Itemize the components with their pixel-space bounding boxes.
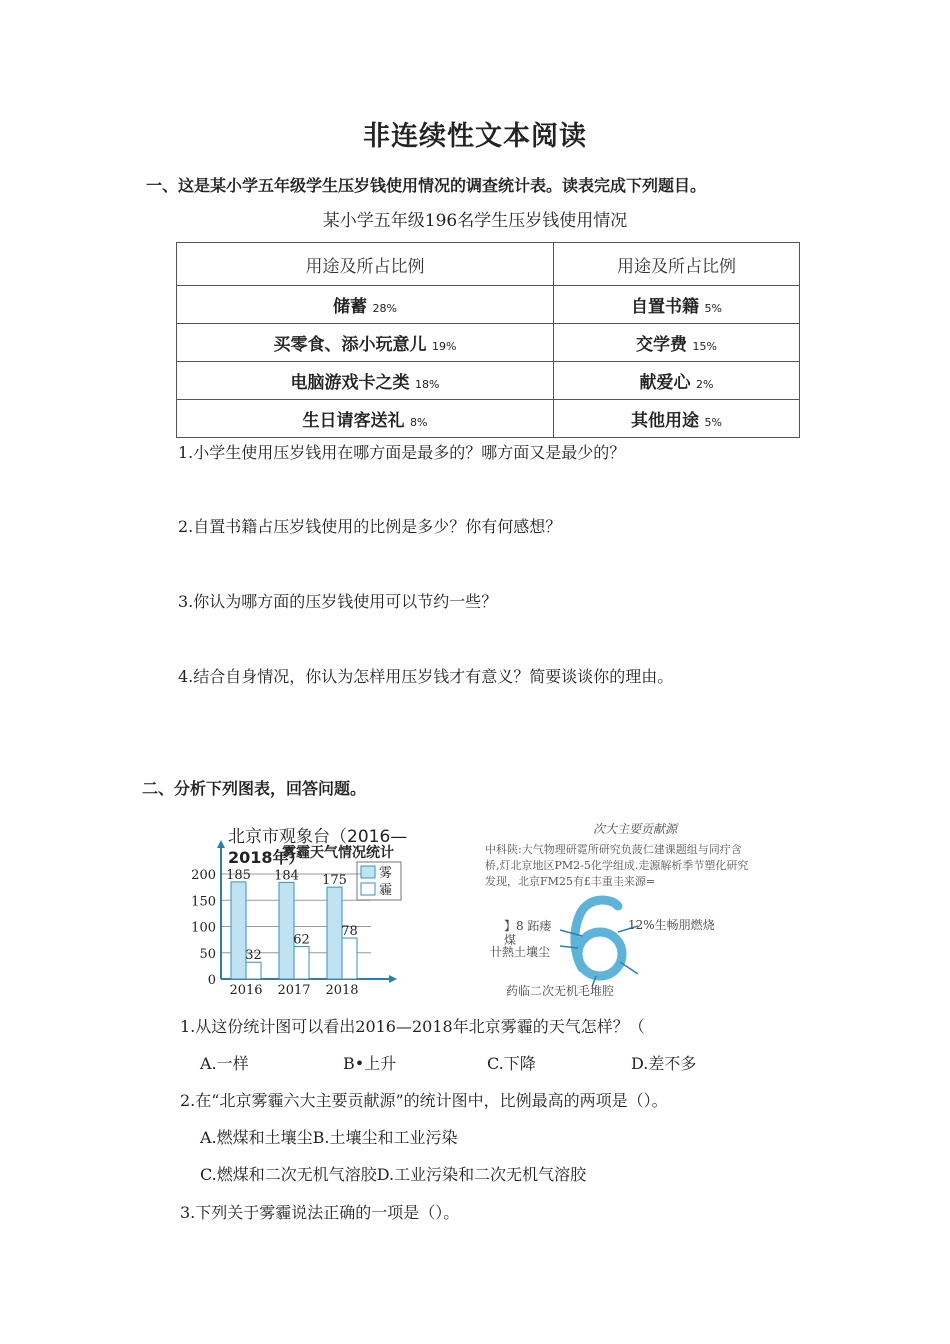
table-cell — [553, 400, 799, 438]
cell-percent: 2% — [695, 378, 714, 391]
x-tick-label: 2018 — [325, 983, 359, 998]
bar-chart-subtitle: 雾霾天气情况统计 — [282, 845, 394, 861]
haze-bar — [294, 946, 309, 979]
table-header-cell: 用途及所占比例 — [553, 243, 799, 286]
bar-chart-title-line1: 北京市观象台（2016— — [228, 827, 408, 847]
y-tick-label: 50 — [199, 946, 216, 962]
cell-label: 储蓄 — [333, 297, 368, 317]
question-1-2: 2.自置书籍占压岁钱使用的比例是多少？你有何感想？ — [178, 517, 562, 536]
table-cell — [553, 324, 799, 362]
table-cell — [177, 362, 554, 400]
y-tick-label: 100 — [191, 920, 216, 936]
source-text-line1: 中科陕:大气物理研霓所研究负菠仁建课题组与同疔含 — [485, 843, 742, 856]
cell-percent: 28% — [372, 302, 397, 315]
bar-value-label: 185 — [226, 867, 251, 883]
cell-percent: 8% — [409, 416, 428, 429]
x-tick-label: 2017 — [277, 983, 311, 998]
table-header-cell: 用途及所占比例 — [177, 243, 554, 286]
table-cell — [177, 286, 554, 324]
option-d: D.差不多 — [631, 1054, 697, 1073]
bar-chart-title-line2: 2018年） — [228, 848, 305, 867]
y-tick-label: 200 — [191, 868, 216, 883]
cell-label: 其他用途 — [631, 411, 700, 431]
cell-percent: 5% — [704, 302, 722, 315]
cell-label: 电脑游戏卡之类 — [290, 373, 410, 393]
options-line-1: A.燃煤和土壤尘B.土壤尘和工业污染 — [200, 1128, 458, 1147]
question-2-3: 3.下列关于雾霾说法正确的一项是（）。 — [180, 1203, 460, 1222]
question-1-4: 4.结合自身情况，你认为怎样用压岁钱才有意义？简要谈谈你的理由。 — [178, 667, 674, 686]
source-text-line3: 发现，北京FM25有£丰重圭来源= — [485, 875, 656, 888]
source-label-a: 】8 跖瘘 — [504, 919, 552, 933]
y-tick-label: 0 — [207, 973, 216, 988]
question-1-3: 3.你认为哪方面的压岁钱使用可以节约一些？ — [178, 592, 498, 611]
option-a: A.一样 — [200, 1054, 249, 1073]
legend-swatch — [361, 866, 375, 878]
cell-label: 交学费 — [636, 335, 688, 355]
option-b: B•上升 — [343, 1054, 397, 1073]
cell-label: 自置书籍 — [631, 297, 700, 317]
option-c: C.下降 — [487, 1054, 536, 1073]
page-title: 非连续性文本阅读 — [363, 121, 587, 152]
usage-table — [176, 242, 800, 438]
table-caption: 某小学五年级196名学生压岁钱使用情况 — [322, 211, 628, 231]
table-row — [177, 324, 800, 362]
haze-bar — [246, 962, 261, 979]
cell-percent: 18% — [414, 378, 440, 391]
question-1-1: 1.小学生使用压岁钱用在哪方面是最多的？哪方面又是最少的？ — [178, 443, 626, 462]
y-axis-arrow — [217, 840, 225, 848]
table-cell — [553, 362, 799, 400]
source-label-c: 卄熱土壤尘 — [490, 945, 551, 959]
fog-bar — [231, 882, 246, 979]
legend-label: 雾 — [379, 866, 393, 881]
bar-value-label: 184 — [274, 868, 299, 884]
fog-bar — [327, 887, 342, 979]
haze-bar — [342, 938, 357, 979]
bar-value-label: 62 — [293, 932, 310, 948]
six-sources-graphic — [560, 892, 640, 987]
question-2-1: 1.从这份统计图可以看出2016—2018年北京雾霾的天气怎样？（ — [180, 1017, 645, 1036]
cell-label: 献爱心 — [639, 373, 691, 393]
x-axis-arrow — [389, 975, 397, 983]
y-tick-label: 150 — [191, 894, 216, 910]
source-chart-title: 次大主要贡献源 — [592, 822, 677, 836]
cell-percent: 5% — [704, 416, 722, 429]
source-label-b: 煤 — [504, 933, 517, 947]
table-row — [177, 362, 800, 400]
section-2-heading: 二、分析下列图表，回答问题。 — [142, 779, 367, 798]
bar-value-label: 78 — [341, 924, 358, 940]
bar-value-label: 175 — [322, 873, 347, 889]
cell-label: 生日请客送礼 — [302, 411, 405, 431]
source-label-e: 药临二次无机毛堆腔 — [506, 984, 615, 998]
fog-haze-bar-chart — [185, 836, 420, 998]
table-row — [177, 400, 800, 438]
options-line-2: C.燃煤和二次无机气溶胶D.工业污染和二次无机气溶胶 — [200, 1165, 587, 1184]
cell-label: 买零食、添小玩意儿 — [273, 335, 427, 355]
source-label-d: 12%生畅朋燃烧 — [628, 918, 715, 932]
cell-percent: 15% — [692, 340, 717, 353]
legend-label: 霾 — [379, 883, 393, 898]
x-tick-label: 2016 — [229, 983, 263, 998]
table-cell — [177, 400, 554, 438]
source-text-line2: 桥,灯北京地区PM2-5化学组成.走源解析季节塑化研究 — [485, 859, 749, 872]
table-cell — [553, 286, 799, 324]
section-1-heading: 一、这是某小学五年级学生压岁钱使用情况的调查统计表。读表完成下列题目。 — [146, 176, 707, 195]
fog-bar — [279, 882, 294, 979]
table-cell — [177, 324, 554, 362]
legend-swatch — [361, 883, 375, 895]
cell-percent: 19% — [431, 340, 457, 353]
table-row — [177, 286, 800, 324]
bar-value-label: 32 — [245, 948, 262, 964]
question-2-2: 2.在“北京雾霾六大主要贡献源”的统计图中，比例最高的两项是（）。 — [180, 1091, 668, 1110]
table-header-row — [177, 243, 800, 286]
